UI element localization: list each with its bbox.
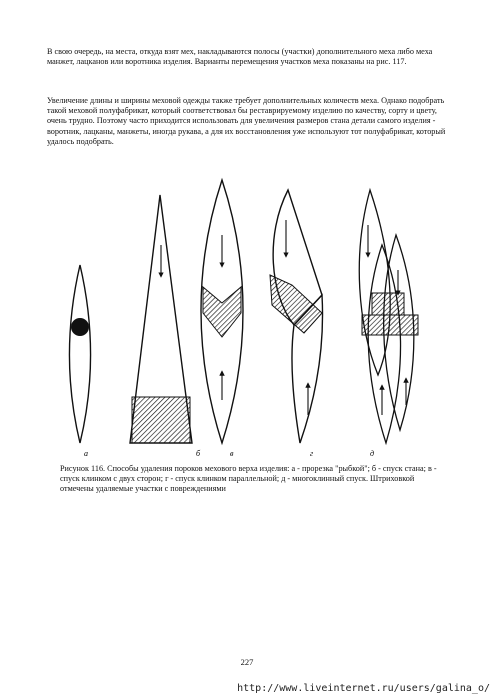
paragraph-2: Увеличение длины и ширины меховой одежды также требует дополнительных количеств меха. Однако подобрать такой меховой полуфабрикат, который соответствовал бы реставрируемому изделию по качеству, сорту и цвету, очень трудно. Поэтому часто приходится использовать для увеличения размеров стана детали самого изделия - воротник, лацканы, манжеты, иногда рукава, а для их восстановления уже используют тот полуфабрикат, который удалось подобрать. [47,96,446,146]
figure-116 [60,175,440,460]
label-d: д [370,449,375,458]
diagram-d [359,190,418,443]
label-g: г [310,449,314,458]
diagram-a [70,265,91,443]
label-v: в [230,449,234,458]
diagram-b [130,195,192,443]
label-b: б [196,449,201,458]
footer-url[interactable]: http://www.liveinternet.ru/users/galina_o/ [237,683,490,694]
diagram-g [270,190,323,443]
paragraph-1: В свою очередь, на места, откуда взят мех, накладываются полосы (участки) дополнительного меха либо меха манжет, лацканов или воротника изделия. Варианты перемещения участков меха показаны на рис. 117. [47,47,433,67]
figure-caption: Рисунок 116. Способы удаления пороков мехового верха изделия: а - прорезка "рыбкой"; б - спуск стана; в - спуск клинком с двух сторон; г - спуск клинком параллельной; д - многоклинный спуск. Штриховкой отмечены удаляемые участки с повреждениями [60,464,437,494]
page-number: 227 [240,657,254,667]
diagram-v [201,180,243,443]
label-a: а [84,449,88,458]
